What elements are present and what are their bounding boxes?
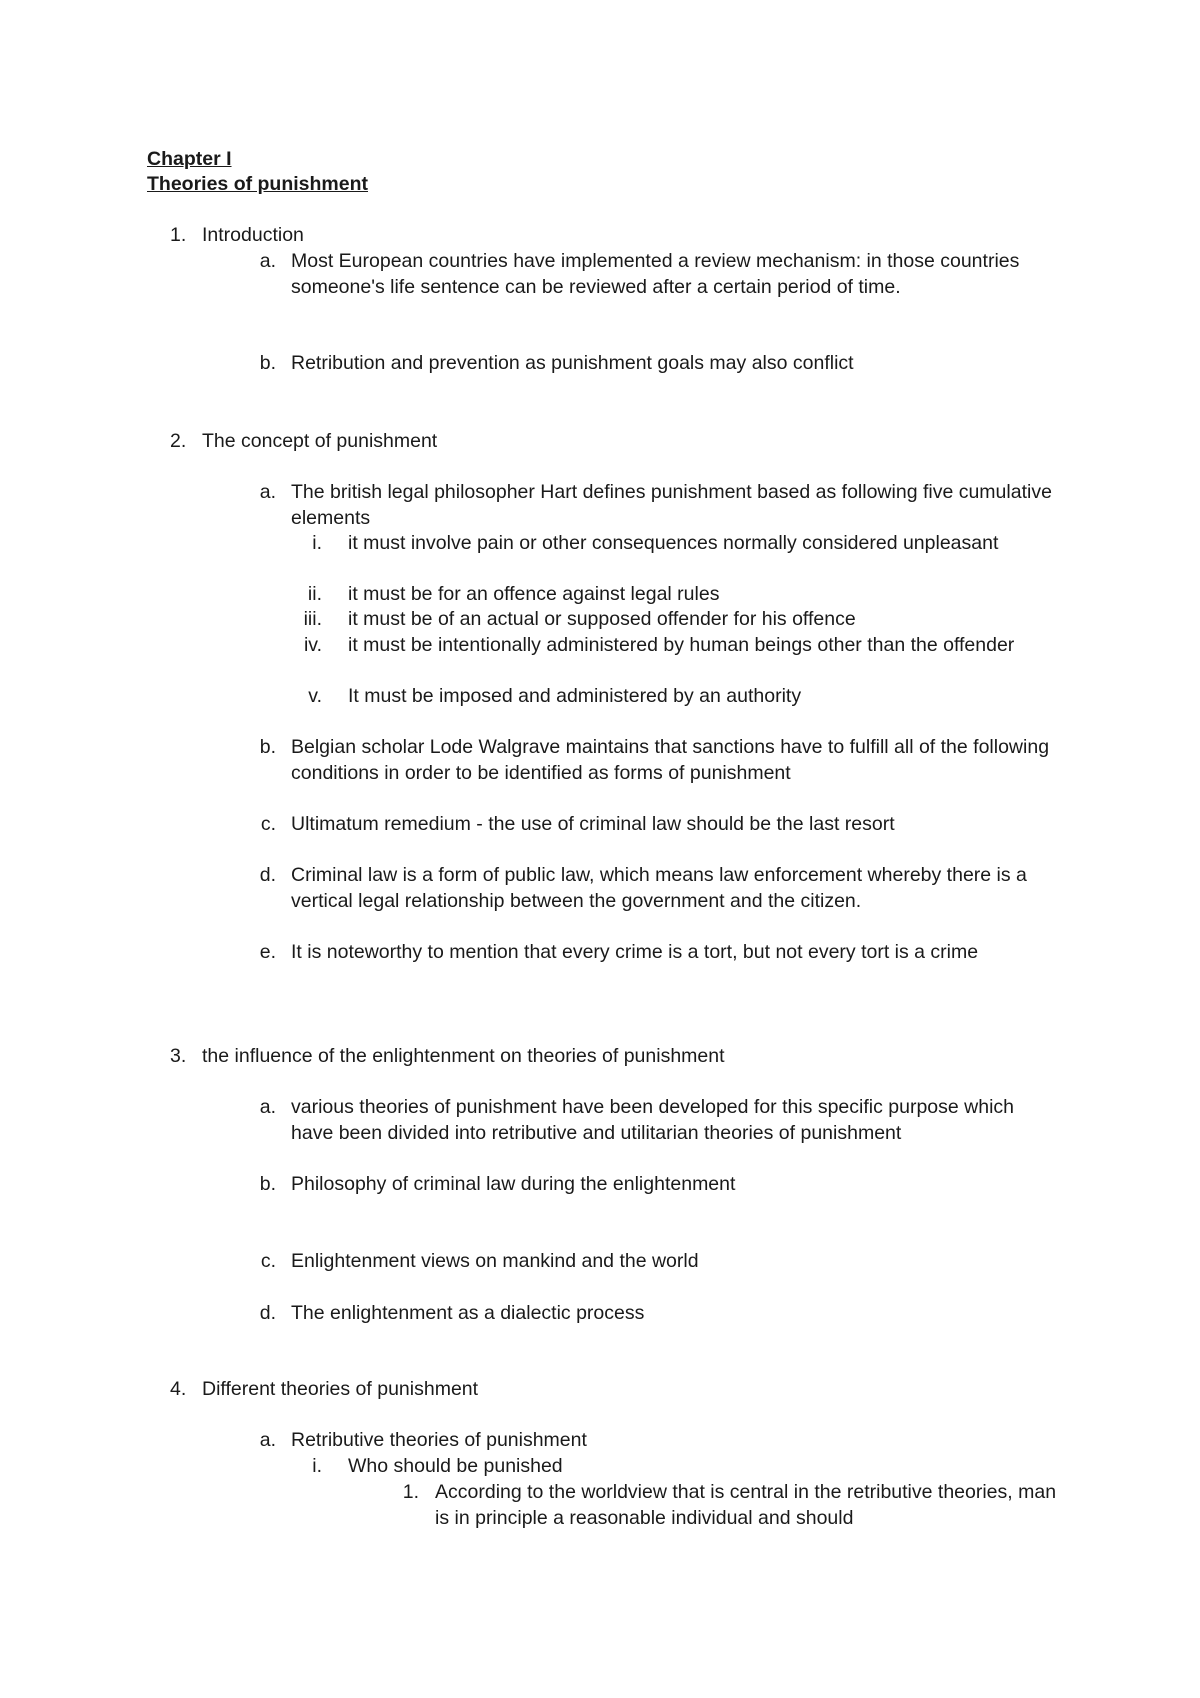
section-heading: Different theories of punishment bbox=[202, 1378, 479, 1400]
subitem-text: Who should be punished bbox=[348, 1455, 563, 1477]
subitem-marker: v. bbox=[308, 685, 322, 707]
section-2 bbox=[170, 429, 1022, 455]
list-item bbox=[244, 1428, 1061, 1454]
list-item bbox=[244, 1301, 1061, 1327]
subitem-marker: iii. bbox=[303, 608, 322, 630]
item-text: Retribution and prevention as punishment goals may also conflict bbox=[291, 352, 854, 374]
list-item bbox=[244, 863, 1061, 914]
section-1 bbox=[170, 223, 1022, 249]
item-marker: c. bbox=[260, 813, 276, 835]
subitem-text: it must involve pain or other consequences normally considered unpleasant bbox=[348, 532, 999, 554]
sub-list-item bbox=[288, 531, 1016, 557]
subitem-text: it must be of an actual or supposed offender for his offence bbox=[348, 608, 856, 630]
item-text: Enlightenment views on mankind and the world bbox=[291, 1250, 699, 1272]
item-text: Belgian scholar Lode Walgrave maintains that sanctions have to fulfill all of the following conditions in order to be identified as forms of punishment bbox=[291, 736, 1050, 784]
item-marker: b. bbox=[259, 736, 276, 758]
sub-list-item bbox=[288, 582, 1016, 608]
subitem-marker: i. bbox=[312, 532, 322, 554]
section-marker: 3. bbox=[170, 1045, 187, 1067]
item-marker: d. bbox=[259, 1302, 276, 1324]
subitem-text: it must be intentionally administered by human beings other than the offender bbox=[348, 634, 1015, 656]
sub-sub-list-item bbox=[395, 1480, 1065, 1531]
item-text: The enlightenment as a dialectic process bbox=[291, 1302, 645, 1324]
subitem-marker: iv. bbox=[303, 634, 322, 656]
item-marker: b. bbox=[259, 1173, 276, 1195]
document-title: Theories of punishment bbox=[147, 173, 369, 195]
item-text: Criminal law is a form of public law, which means law enforcement whereby there is a vertical legal relationship between the government and the citizen. bbox=[291, 864, 1027, 912]
list-item bbox=[244, 480, 1061, 531]
item-text: various theories of punishment have been developed for this specific purpose which have been divided into retributive and utilitarian theories of punishment bbox=[291, 1096, 1015, 1144]
subitem-marker: i. bbox=[312, 1455, 322, 1477]
subitem-marker: ii. bbox=[307, 583, 322, 605]
subsubitem-text: According to the worldview that is central in the retributive theories, man is in principle a reasonable individual and should bbox=[435, 1481, 1057, 1529]
item-marker: a. bbox=[259, 1096, 276, 1118]
section-heading: The concept of punishment bbox=[202, 430, 438, 452]
list-item bbox=[244, 351, 1061, 377]
subitem-text: It must be imposed and administered by an authority bbox=[348, 685, 802, 707]
item-marker: e. bbox=[259, 941, 276, 963]
sub-list-item bbox=[288, 607, 1016, 633]
item-text: Most European countries have implemented a review mechanism: in those countries someone's life sentence can be reviewed after a certain period of time. bbox=[291, 250, 1020, 298]
item-marker: a. bbox=[259, 481, 276, 503]
section-3 bbox=[170, 1044, 1022, 1070]
item-text: Retributive theories of punishment bbox=[291, 1429, 587, 1451]
list-item bbox=[244, 812, 1061, 838]
section-4 bbox=[170, 1377, 1022, 1403]
list-item bbox=[244, 1095, 1061, 1146]
list-item bbox=[244, 735, 1061, 786]
item-marker: d. bbox=[259, 864, 276, 886]
item-marker: b. bbox=[259, 352, 276, 374]
item-marker: a. bbox=[259, 1429, 276, 1451]
subsubitem-marker: 1. bbox=[402, 1481, 419, 1503]
list-item bbox=[244, 940, 1061, 966]
section-heading: the influence of the enlightenment on theories of punishment bbox=[202, 1045, 725, 1067]
item-text: Ultimatum remedium - the use of criminal law should be the last resort bbox=[291, 813, 895, 835]
item-marker: c. bbox=[260, 1250, 276, 1272]
sub-list-item bbox=[288, 633, 1016, 659]
item-text: It is noteworthy to mention that every crime is a tort, but not every tort is a crime bbox=[291, 941, 979, 963]
list-item bbox=[244, 1172, 1061, 1198]
section-marker: 1. bbox=[170, 224, 187, 246]
sub-list-item bbox=[288, 1454, 1016, 1480]
list-item bbox=[244, 1249, 1061, 1275]
section-marker: 4. bbox=[170, 1378, 187, 1400]
item-marker: a. bbox=[259, 250, 276, 272]
sub-list-item bbox=[288, 684, 1016, 710]
item-text: The british legal philosopher Hart defines punishment based as following five cumulative elements bbox=[291, 481, 1052, 529]
list-item bbox=[244, 249, 1061, 300]
subitem-text: it must be for an offence against legal rules bbox=[348, 583, 720, 605]
section-heading: Introduction bbox=[202, 224, 304, 246]
section-marker: 2. bbox=[170, 430, 187, 452]
item-text: Philosophy of criminal law during the enlightenment bbox=[291, 1173, 736, 1195]
chapter-label: Chapter I bbox=[147, 148, 232, 170]
